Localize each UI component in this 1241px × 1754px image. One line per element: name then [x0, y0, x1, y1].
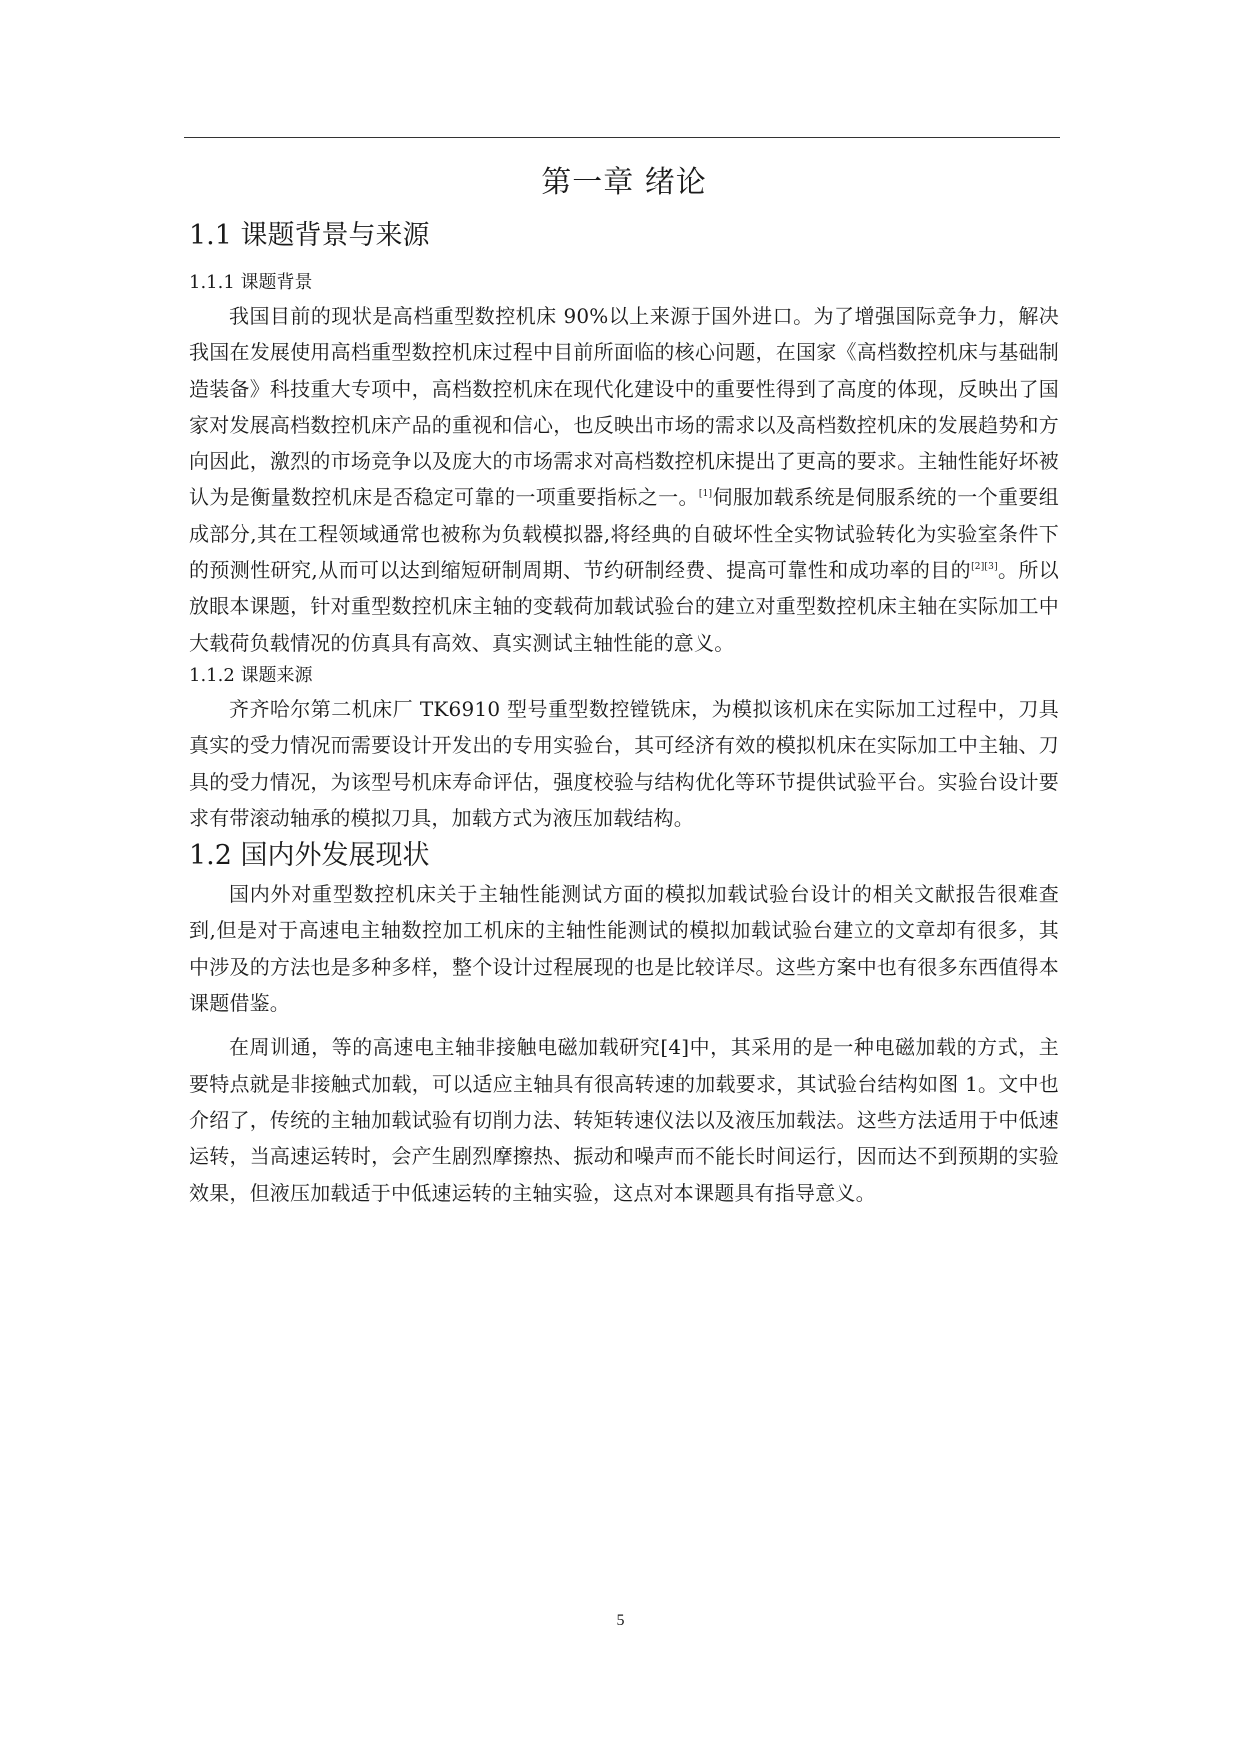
paragraph-text: 。所以放眼本课题，针对重型数控机床主轴的变载荷加载试验台的建立对重型数控机床主轴在实际加工中大载荷负载情况的仿真具有高效、真实测试主轴性能的意义。: [189, 558, 1059, 655]
paragraph-status-2: 在周训通，等的高速电主轴非接触电磁加载研究[4]中，其采用的是一种电磁加载的方式，主要特点就是非接触式加载，可以适应主轴具有很高转速的加载要求，其试验台结构如图 1。文中也介绍了，传统的主轴加载试验有切削力法、转矩转速仪法以及液压加载法。这些方法适用于中低速运转，当高速运转时，会产生剧烈摩擦热、振动和噪声而不能长时间运行，因而达不到预期的实验效果，但液压加载适于中低速运转的主轴实验，这点对本课题具有指导意义。: [189, 1035, 1059, 1205]
citation-ref-2-3: [2][3]: [971, 562, 998, 573]
paragraph-text: 我国目前的现状是高档重型数控机床 90%以上来源于国外进口。为了增强国际竞争力，解决我国在发展使用高档重型数控机床过程中目前所面临的核心问题，在国家《高档数控机床与基础制造装备》科技重大专项中，高档数控机床在现代化建设中的重要性得到了高度的体现，反映出了国家对发展高档数控机床产品的重视和信心，也反映出市场的需求以及高档数控机床的发展趋势和方向因此，激烈的市场竞争以及庞大的市场需求对高档数控机床提出了更高的要求。主轴性能好坏被认为是衡量数控机床是否稳定可靠的一项重要指标之一。: [189, 304, 1059, 510]
section-heading-1-2: 1.2 国内外发展现状: [189, 840, 430, 872]
page-content: [189, 150, 1059, 1211]
subsection-heading-1-1-1: 1.1.1 课题背景: [189, 272, 313, 293]
section-heading-1-1: 1.1 课题背景与来源: [189, 220, 430, 251]
header-rule: [184, 137, 1060, 138]
paragraph-text: 伺服加载系统是伺服系统的一个重要组成部分,其在工程领域通常也被称为负载模拟器,将经典的自破坏性全实物试验转化为实验室条件下的预测性研究,从而可以达到缩短研制周期、节约研制经费、提高可靠性和成功率的目的: [189, 485, 1059, 583]
paragraph-source: 齐齐哈尔第二机床厂 TK6910 型号重型数控镗铣床，为模拟该机床在实际加工过程中，刀具真实的受力情况而需要设计开发出的专用实验台，其可经济有效的模拟机床在实际加工中主轴、刀具的受力情况，为该型号机床寿命评估，强度校验与结构优化等环节提供试验平台。实验台设计要求有带滚动轴承的模拟刀具，加载方式为液压加载结构。: [189, 696, 1059, 830]
paragraph-background: [189, 298, 1059, 661]
paragraph-status-1: 国内外对重型数控机床关于主轴性能测试方面的模拟加载试验台设计的相关文献报告很难查到,但是对于高速电主轴数控加工机床的主轴性能测试的模拟加载试验台建立的文章却有很多，其中涉及的方法也是多种多样，整个设计过程展现的也是比较详尽。这些方案中也有很多东西值得本课题借鉴。: [189, 882, 1059, 1016]
page-number: 5: [616, 1612, 625, 1629]
chapter-title: 第一章 绪论: [541, 165, 707, 200]
citation-ref-1: [1]: [698, 489, 713, 500]
subsection-heading-1-1-2: 1.1.2 课题来源: [189, 664, 313, 686]
